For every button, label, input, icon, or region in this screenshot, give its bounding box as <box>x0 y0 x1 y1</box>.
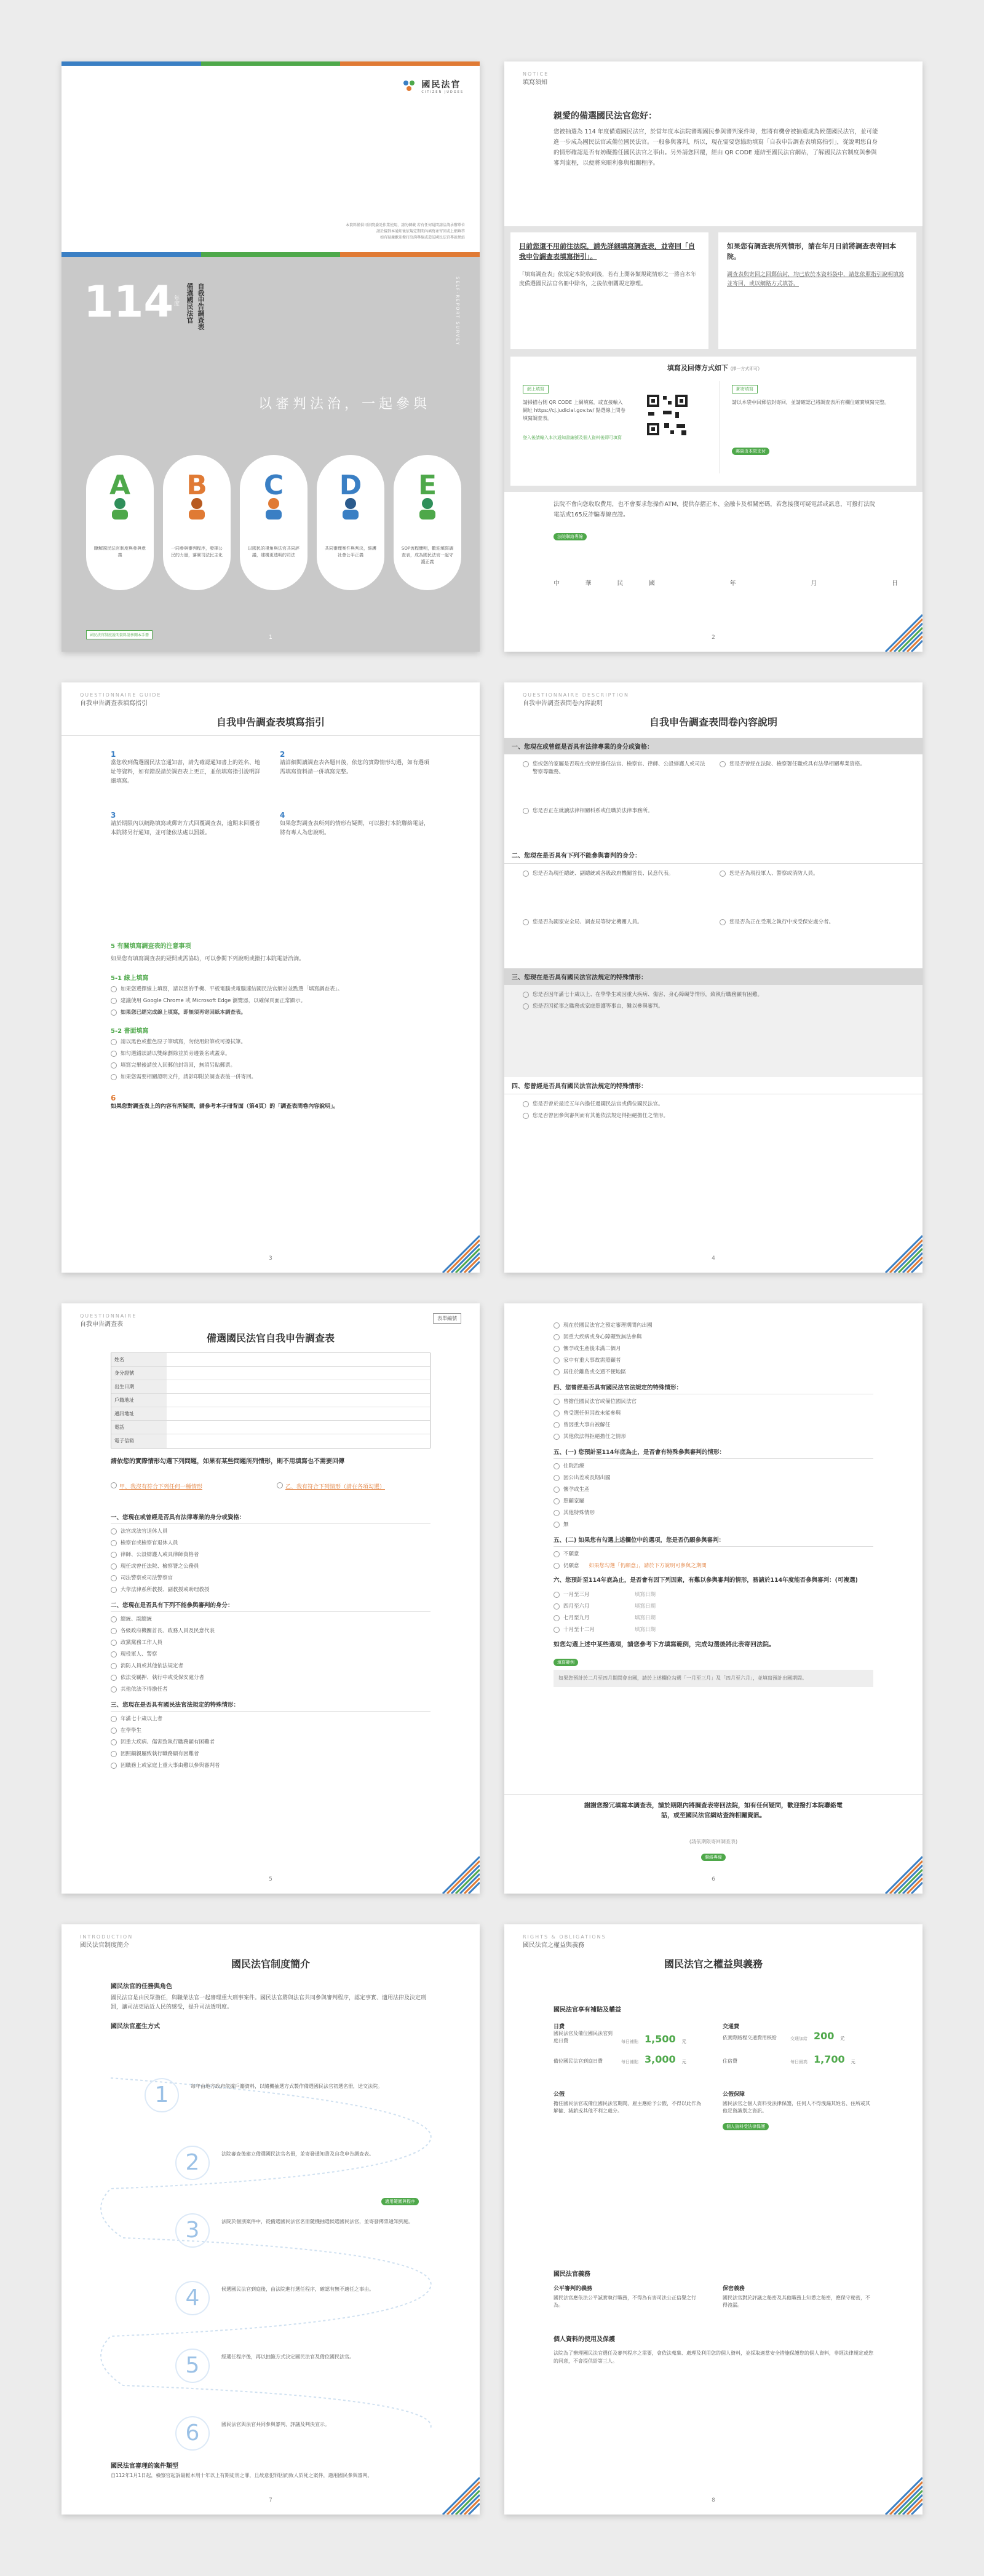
form-label: 姓名 <box>111 1353 167 1366</box>
logo-icon <box>400 77 418 95</box>
pill-letter: E <box>418 470 437 501</box>
corner-stripes <box>879 609 922 652</box>
step-number: 3 <box>111 811 116 820</box>
page-title: 國民法官制度簡介 <box>231 1958 310 1970</box>
checkbox[interactable] <box>111 1663 117 1669</box>
pill-desc: 一同參與審判程序，發揮公民的力量，落實司法民主化 <box>171 546 223 558</box>
flow-curve <box>98 2066 443 2435</box>
s52-item: 如勾選錯誤請以雙線劃除並於旁邊簽名或蓋章。 <box>111 1050 430 1058</box>
question-title: 二、您現在是否具有下列不能參與審判的身分： <box>111 1600 430 1612</box>
section-items: 您是否為現任總統、副總統或各級政府機關首長、民意代表。 您是否為現役軍人、警察或消防人員。 您是否為國家安全局、調查局等特定機關人員。 您是否為正在受刑之執行中或受保安處分者。 <box>504 864 922 968</box>
checkbox[interactable] <box>111 1563 117 1570</box>
checkbox[interactable] <box>111 1686 117 1693</box>
s52-item: 請以黑色或藍色原子筆填寫，勿使用鉛筆或可擦拭筆。 <box>111 1038 430 1046</box>
step-text: 當您收到備選國民法官通知書，請先確認通知書上的姓名、地址等資料，如有錯誤請於調查表上更正，並依填寫指引說明詳細填寫。 <box>111 760 261 784</box>
right-box <box>718 232 916 349</box>
checkbox[interactable] <box>111 1628 117 1634</box>
page-title: 自我申告調查表填寫指引 <box>216 716 325 728</box>
step-circle: 3 <box>175 2213 210 2248</box>
instruction: 請依您的實際情形勾選下列問題，如果有某些問題所列情形，則不用填寫也不需要回傳 <box>111 1458 344 1465</box>
note-left: 甲、我沒有符合下列任何一種情形 <box>111 1482 264 1491</box>
page-notice <box>504 61 922 652</box>
page-number: 8 <box>712 2497 715 2503</box>
address-field[interactable] <box>167 1394 430 1407</box>
bullet-icon <box>523 919 529 925</box>
bullet-icon <box>523 808 529 814</box>
desc-sections <box>504 738 922 1130</box>
step-circle: 2 <box>175 2146 210 2180</box>
bullet-icon <box>720 871 726 877</box>
step-text: 法院於個別案件中，從備選國民法官名冊隨機抽選候選國民法官，並寄發傳票通知到庭。 <box>221 2219 413 2224</box>
divider <box>62 735 480 736</box>
date-label: 國 <box>648 580 655 587</box>
checkbox[interactable] <box>554 1563 560 1569</box>
step-number: 2 <box>280 750 285 759</box>
protect-tag: 個人資料受法律保護 <box>723 2123 769 2130</box>
duty-title: 國民法官義務 <box>554 2271 590 2278</box>
step-text: 請於期限內以網路填寫或郵寄方式回覆調查表，逾期未回覆者本院將另行通知，並可能依法處以罰鍰。 <box>111 821 261 836</box>
pill-desc: SOP流程簡明，歡迎填寫調查表，成為國民法官一起守護正義 <box>401 546 454 564</box>
corner-stripes <box>879 1230 922 1273</box>
duty-section <box>554 2269 873 2365</box>
bullet-icon <box>111 986 117 992</box>
step-text: 經選任程序後，再以抽籤方式決定國民法官及備位國民法官。 <box>221 2354 354 2360</box>
section-en: QUESTIONNAIRE <box>80 1313 137 1319</box>
page-header <box>80 692 161 707</box>
intro-text: 您被抽選為 114 年度備選國民法官，於當年度本法院審理國民參與審判案件時，您將有機會被抽選成為候選國民法官，並可能進一步成為國民法官或備位國民法官。一般參與審判，所以，現在需要您協助填寫「自我申告調查表填寫指引」，從說明您自身的情形確認是否有妨礙擔任國民法官之事由。另外請您回覆，經由 QR CODE 連結至國民法官網站，了解國民法官制度與參與審判流程，以便將來順利參與相關程序。 <box>554 128 878 167</box>
pill-b <box>163 455 231 590</box>
form-label: 電話 <box>111 1421 167 1434</box>
right-box-text: 調查表與寄回之回郵信封，均已放於本資料袋中，請您依照指引說明填寫並寄回，或以網路方式填答。 <box>727 272 905 287</box>
cover-note: 國民法官制度說明資料請參閱本手冊 <box>86 630 153 639</box>
question-title: 一、您現在或曾經是否具有法律專業的身分或資格： <box>111 1512 430 1524</box>
page-header <box>523 692 629 707</box>
checkbox[interactable] <box>554 1422 560 1428</box>
side-title: 備選國民法官 <box>186 283 194 323</box>
question-title: 六、您預計至114年底為止，是否會有因下列因素，有難以參與審判的情形，務請於114年度能否參與審判：(可複選) <box>554 1577 858 1584</box>
checkbox[interactable] <box>111 1728 117 1734</box>
phone-field[interactable] <box>167 1421 430 1434</box>
checkbox[interactable] <box>111 1540 117 1546</box>
question-title: 五、(二) 如果您有勾選上述欄位中的選項，您是否仍願參與審判： <box>554 1535 873 1547</box>
leave-title: 公假 <box>554 2092 565 2098</box>
section-title: 三、您現在是否具有國民法官法規定的特殊情形： <box>504 968 922 985</box>
bullet-icon <box>111 1062 117 1069</box>
section-en: RIGHTS & OBLIGATIONS <box>523 1934 606 1940</box>
checkbox[interactable] <box>554 1357 560 1364</box>
step-text: 請詳細閱讀調查表各題目後，依您的實際情形勾選，如有選項需填寫資料請一併填寫完整。 <box>280 760 430 775</box>
task-text: 國民法官是由民眾擔任，與職業法官一起審理重大刑事案件。國民法官將與法官共同參與審判程序，認定事實、適用法律及決定刑罰，讓司法更貼近人民的感受，提升司法透明度。 <box>111 1995 427 2010</box>
bullet-icon <box>523 1113 529 1119</box>
checkbox[interactable] <box>554 1487 560 1493</box>
step-number: 4 <box>280 811 285 820</box>
online-text: 請掃描右側 QR CODE 上網填寫，或直接輸入網址 https://cj.judicial.gov.tw/ 點選線上問卷填寫調查表。 <box>523 400 625 421</box>
form-label: 身分證號 <box>111 1367 167 1380</box>
section-zh: 國民法官之權益與義務 <box>523 1942 584 1949</box>
section-title: 二、您現在是否具有下列不能參與審判的身分： <box>504 847 922 864</box>
checkbox[interactable] <box>554 1434 560 1440</box>
right-item: 備位國民法官到庭日費 每日補貼 3,000 元 <box>554 2053 686 2065</box>
step-number: 1 <box>111 750 116 759</box>
mail-tag: 郵資由本院支付 <box>732 448 769 455</box>
page-questionnaire-2 <box>504 1303 922 1894</box>
bullet-icon <box>111 1009 117 1016</box>
mail-section <box>732 381 904 455</box>
case-section <box>111 2460 430 2479</box>
checkbox[interactable] <box>554 1475 560 1481</box>
step-circle: 1 <box>145 2078 179 2112</box>
checkbox[interactable] <box>277 1482 283 1488</box>
checkbox[interactable] <box>111 1575 117 1581</box>
page-cover <box>62 61 480 652</box>
section-en: QUESTIONNAIRE GUIDE <box>80 692 162 698</box>
question-title: 三、您現在是否具有國民法官法規定的特殊情形： <box>111 1700 430 1712</box>
pill-a <box>86 455 154 590</box>
date-label: 中 <box>554 580 560 587</box>
method-title <box>510 363 916 373</box>
left-box <box>510 232 708 349</box>
bullet-icon <box>111 1074 117 1080</box>
page-title: 備選國民法官自我申告調查表 <box>206 1332 335 1344</box>
mail-text: 請以本袋中回郵信封寄回，並請確認已將調查表所有欄位確實填寫完整。 <box>732 400 889 405</box>
checkbox[interactable] <box>554 1615 560 1621</box>
cover-info <box>346 223 465 241</box>
checkbox[interactable] <box>111 1640 117 1646</box>
page-intro <box>62 1924 480 2515</box>
bullet-icon <box>523 992 529 998</box>
section-zh: 填寫須知 <box>523 79 547 86</box>
closing-text: 謝謝您撥冗填寫本調查表，請於期限內將調查表寄回法院，如有任何疑問，歡迎撥打本院聯絡電話，或至國民法官網站查詢相關資訊。 <box>584 1803 843 1819</box>
corner-stripes <box>879 1851 922 1894</box>
online-label: 網上填寫 <box>523 385 549 393</box>
slogan: 以審判法治，一起參與 <box>258 397 431 412</box>
page-number: 5 <box>269 1876 272 1883</box>
question-title: 四、您曾經是否具有國民法官法規定的特殊情形： <box>554 1383 873 1394</box>
page-header <box>80 1934 133 1949</box>
page-number: 2 <box>712 634 715 641</box>
section-title: 一、您現在或曾經是否具有法律專業的身分或資格： <box>504 738 922 754</box>
step-text: 如果您對調查表所列的情形有疑問，可以撥打本院聯絡電話，將有專人為您說明。 <box>280 821 430 836</box>
bullet-icon <box>111 1039 117 1045</box>
side-title-2: 自我申告調查表 <box>197 283 205 330</box>
method-box <box>510 357 916 486</box>
section-items: 您是否因年滿七十歲以上、在學學生或因重大疾病、傷害、身心障礙等情形，致執行職務顯有困難。 您是否因從事之職務或家庭照護等事由，難以參與審判。 <box>504 985 922 1077</box>
page-title: 國民法官之權益與義務 <box>664 1958 763 1970</box>
step-tag: 適用範圍與程序 <box>381 2198 419 2205</box>
corner-stripes <box>437 2471 480 2515</box>
date-label: 年 <box>729 580 736 587</box>
section-items: 您是否曾於最近五年內擔任過國民法官或備位國民法官。 您是否曾因參與審判而有其他依法規定得拒絕擔任之情形。 <box>504 1094 922 1130</box>
left-box-text: 「填寫調查表」依規定本院收到後，若有上開各類規範情形之一將自本年度備選國民法官名冊中除名，之後依相關規定辦理。 <box>519 272 697 287</box>
step-circle: 6 <box>175 2416 210 2451</box>
notes-section: 5 有關填寫調查表的注意事項 如果您有填寫調查表的疑問或需協助，可以參閱下列說明或撥打本院電話洽詢。 5-1 線上填寫 如果您選擇線上填寫，請以您的手機、平板電腦或電腦連結國民法官網站並點選「填寫調查表」。 建議使用 Google Chrome 或 Microsoft Edge 瀏覽器，以確保頁面正常顯示。 如果您已經完成線上填寫，即無須再寄回紙本調查表。 5-2 書面填寫 請以黑色或藍色原子筆填寫，勿使用鉛筆或可擦拭筆。 如勾選錯誤請以雙線劃除並於旁邊簽名或蓋章。 填寫完畢後請放入回郵信封寄回，無須另貼郵票。 如果您需要相關證明文件，請影印附於調查表後一併寄回。 6 如果您對調查表上的內容有所疑問，請參考本手冊背面（第4頁）的「調查表問卷內容說明」。 <box>111 941 430 1112</box>
checkbox[interactable] <box>111 1716 117 1722</box>
pill-c <box>240 455 308 590</box>
checkbox[interactable] <box>111 1616 117 1622</box>
step-item <box>280 750 430 786</box>
amount: 1,700 <box>814 2053 845 2065</box>
section-en: INTRODUCTION <box>80 1934 133 1940</box>
contact-tag[interactable]: 法院聯絡專線 <box>554 533 587 540</box>
q6-note: 如您勾選上述中某些選項，請您參考下方填寫範例，完成勾選後將此表寄回法院。 <box>554 1642 775 1648</box>
pill-d <box>317 455 384 590</box>
date-line <box>554 578 898 587</box>
pill-desc: 瞭解國民法官制度與參與意義 <box>94 546 146 558</box>
step-item <box>111 811 261 838</box>
section-zh: 自我申告調查表問卷內容說明 <box>523 700 603 707</box>
questions-cont: 現在於國民法官之預定審理期間內出國 因重大疾病或身心障礙致無法參與 懷孕或生產後未滿二個月 家中有重大事故需照顧者 居住於離島或交通不便地區 四、您曾經是否具有國民法官法規定的特殊情形： 曾擔任國民法官或備位國民法官 曾受選任但因故未能參與 曾因重大事由被解任 其他依法得拒絕擔任之情形 五、(一) 您預計至114年底為止，是否會有特殊參與審判的情形： 住院治療 因公出差或長期出國 懷孕或生產 照顧家屬 其他特殊情形 無 五、(二) 如果您有勾選上述欄位中的選項，您是否仍願參與審判： 不願意 仍願意 如果您勾選「仍願意」，請於下方說明可參與之期間 六、您預計至114年底為止，是否會有因下列因素，有難以參與審判的情形，務請於114年度能否參與審判：(可複選) 一月至三月 填寫日期 四月至六月 填寫日期 七月至九月 填寫日期 十月至十二月 填寫日期 如您勾選上述中某些選項，請您參考下方填寫範例，完成勾選後將此表寄回法院。 填寫範例 如果您預計於二月至四月期間會出國，請於上述欄位勾選「一月至三月」及「四月至六月」，並填寫預計出國期間。 <box>554 1322 873 1687</box>
left-box-title: 目前您還不用前往法院，請先詳細填寫調查表，並寄回「自我申告調查表填寫指引」。 <box>519 242 695 261</box>
example-tag: 填寫範例 <box>554 1659 578 1666</box>
step-text: 法院審查後建立備選國民法官名冊，並寄發通知書及自我申告調查表。 <box>221 2151 374 2157</box>
divider <box>504 1794 922 1795</box>
section-zh: 國民法官制度簡介 <box>80 1942 129 1949</box>
form-label: 戶籍地址 <box>111 1394 167 1407</box>
info-line: 本資料僅供司法院委託作業使用，請勿轉載 若有任何疑問請洽詢承辦單位 <box>346 223 465 227</box>
page-description <box>504 682 922 1273</box>
mail-address-field[interactable] <box>167 1407 430 1420</box>
s52-title: 5-2 書面填寫 <box>111 1028 149 1035</box>
email-field[interactable] <box>167 1434 430 1448</box>
note-right: 乙、我有符合下列情形（請在各項勾選） <box>277 1482 430 1491</box>
color-bar-2 <box>62 252 480 257</box>
checkbox[interactable] <box>111 1587 117 1593</box>
page-number: 3 <box>269 1255 272 1262</box>
form-label: 電子信箱 <box>111 1434 167 1448</box>
page-rights <box>504 1924 922 2515</box>
corner-stripes <box>879 2471 922 2515</box>
checkbox[interactable] <box>111 1552 117 1558</box>
bottom-note: 如果您對調查表上的內容有所疑問，請參考本手冊背面（第4頁）的「調查表問卷內容說明」。 <box>111 1104 339 1110</box>
step-circle: 4 <box>175 2281 210 2315</box>
color-bar <box>62 61 480 66</box>
greeting: 親愛的備選國民法官您好： <box>554 111 657 121</box>
page-title: 自我申告調查表問卷內容說明 <box>649 716 777 728</box>
protect-text: 國民法官之個人資料受法律保護，任何人不得洩漏其姓名、住所或其他足資識別之資訊。 <box>723 2101 870 2114</box>
case-text: 自112年1月1日起，檢察官起訴最輕本刑十年以上有期徒刑之罪，且故意犯罪因而致人於死之案件，適用國民參與審判。 <box>111 2473 373 2478</box>
step-text: 候選國民法官到庭後，由法院進行選任程序，確認有無不適任之事由。 <box>221 2286 374 2292</box>
id-field[interactable] <box>167 1367 430 1380</box>
personal-info-table <box>111 1353 430 1448</box>
leave-text: 擔任國民法官或備位國民法官期間，雇主應給予公假，不得以此作為解僱、減薪或其他不利之處分。 <box>554 2101 701 2114</box>
info-line: 請於接到本通知後依規定期間內填寫並寄回或上網填答 <box>376 229 465 234</box>
checkbox[interactable] <box>554 1522 560 1528</box>
pill-letter: A <box>109 470 131 501</box>
page-number: 4 <box>712 1255 715 1262</box>
logo-en: CITIZEN JUDGES <box>421 90 464 94</box>
checkbox[interactable] <box>554 1627 560 1633</box>
checkbox[interactable] <box>554 1510 560 1516</box>
corner-stripes <box>437 1851 480 1894</box>
right-item: 日費 國民法官及備位國民法官到庭日費 每日補貼 1,500 元 <box>554 2024 686 2045</box>
checkbox[interactable] <box>554 1551 560 1557</box>
checkbox[interactable] <box>111 1482 117 1488</box>
checkbox[interactable] <box>111 1739 117 1745</box>
example-box: 如果您預計於二月至四月期間會出國，請於上述欄位勾選「一月至三月」及「四月至六月」，並填寫預計出國期間。 <box>554 1670 873 1687</box>
form-label: 出生日期 <box>111 1380 167 1393</box>
year-suffix: 年度 <box>173 295 179 306</box>
checkbox[interactable] <box>554 1410 560 1416</box>
checkbox[interactable] <box>111 1528 117 1535</box>
bullet-icon <box>111 998 117 1004</box>
pill-letter: B <box>186 470 207 501</box>
corner-stripes <box>437 1230 480 1273</box>
task-title: 國民法官的任務與角色 <box>111 1983 172 1990</box>
checkbox[interactable] <box>111 1675 117 1681</box>
steps-grid <box>111 750 430 838</box>
closing-tag[interactable]: 聯絡專線 <box>701 1854 726 1861</box>
rights-title: 國民法官享有補貼及權益 <box>554 2007 621 2013</box>
section-zh: 自我申告調查表 <box>80 1321 123 1328</box>
page-questionnaire <box>62 1303 480 1894</box>
info-line: 如有疑義歡迎撥打洽詢專線或造訪國民法官專區網站 <box>379 235 465 240</box>
page-number: 1 <box>269 634 272 641</box>
checkbox[interactable] <box>111 1763 117 1769</box>
qr-code-icon[interactable] <box>646 393 689 437</box>
s51-item: 建議使用 Google Chrome 或 Microsoft Edge 瀏覽器，以確保頁面正常顯示。 <box>111 997 430 1005</box>
pill-letter: D <box>339 470 362 501</box>
checkbox[interactable] <box>554 1399 560 1405</box>
checkbox[interactable] <box>554 1498 560 1504</box>
checkbox[interactable] <box>554 1346 560 1352</box>
bullet-icon <box>523 1101 529 1107</box>
page-guide <box>62 682 480 1273</box>
form-code: 表單編號 <box>433 1313 461 1324</box>
checkbox[interactable] <box>554 1369 560 1375</box>
date-label: 日 <box>891 580 898 587</box>
notes-intro: 如果您有填寫調查表的疑問或需協助，可以參閱下列說明或撥打本院電話洽詢。 <box>111 956 305 962</box>
s51-item: 如果您已經完成線上填寫，即無須再寄回紙本調查表。 <box>111 1009 430 1017</box>
bullet-icon <box>523 871 529 877</box>
privacy-text: 法院為了辦理國民法官選任及審判程序之需要，會依法蒐集、處理及利用您的個人資料，並採取適當安全措施保護您的個人資料，非經法律規定或您的同意，不會提供給第三人。 <box>554 2350 873 2364</box>
page-header <box>523 1934 606 1949</box>
side-en: SELF-REPORT SURVEY <box>455 277 460 346</box>
pill-e <box>394 455 461 590</box>
amount: 200 <box>814 2030 835 2042</box>
privacy-title: 個人資料的使用及保護 <box>554 2336 615 2343</box>
page-header <box>80 1313 137 1328</box>
mail-label: 郵寄填寫 <box>732 385 758 393</box>
method-title-text: 填寫及回傳方式如下 <box>667 364 728 372</box>
checkbox[interactable] <box>111 1751 117 1757</box>
section-title: 四、您曾經是否具有國民法官法規定的特殊情形： <box>504 1077 922 1094</box>
rights-section <box>554 2004 873 2130</box>
online-note: 登入後請輸入本次通知書編號及個人資料後即可填寫 <box>523 435 622 440</box>
step-item <box>111 750 261 786</box>
section-en: NOTICE <box>523 71 549 77</box>
amount: 1,500 <box>645 2033 676 2045</box>
select-title: 國民法官產生方式 <box>111 2023 160 2030</box>
right-box-title: 如果您有調查表所列情形，請在年月日前將調查表寄回本院。 <box>727 242 896 261</box>
section-zh: 自我申告調查表填寫指引 <box>80 700 148 707</box>
form-label: 通訊地址 <box>111 1407 167 1420</box>
method-note: (擇一方式即可) <box>730 366 760 371</box>
date-label: 民 <box>617 580 624 587</box>
page-number: 6 <box>712 1876 715 1883</box>
protect-title: 公假保障 <box>723 2092 745 2098</box>
checkbox[interactable] <box>554 1334 560 1340</box>
year-number: 114 <box>84 277 174 327</box>
logo <box>400 77 464 95</box>
page-number: 7 <box>269 2497 272 2503</box>
bullet-icon <box>111 1051 117 1057</box>
duty-grid: 公平審判的義務 國民法官應依法公平誠實執行職務，不得為有害司法公正信譽之行為。 保密義務 國民法官對於評議之秘密及其他職務上知悉之秘密，應保守秘密，不得洩漏。 <box>554 2286 870 2308</box>
pill-letter: C <box>263 470 284 501</box>
section-en: QUESTIONNAIRE DESCRIPTION <box>523 692 629 698</box>
step-text: 每年由地方政府依據戶籍資料，以隨機抽選方式製作備選國民法官初選名冊，送交法院。 <box>191 2084 383 2089</box>
bullet-icon <box>523 761 529 767</box>
checkbox[interactable] <box>554 1592 560 1598</box>
case-title: 國民法官審理的案件類型 <box>111 2463 178 2470</box>
step-text: 國民法官與法官共同參與審判、評議及判決宣示。 <box>221 2422 330 2427</box>
page-header <box>523 71 549 86</box>
task-section <box>111 1981 430 2030</box>
checkbox[interactable] <box>554 1463 560 1469</box>
question-title: 五、(一) 您預計至114年底為止，是否會有特殊參與審判的情形： <box>554 1447 873 1459</box>
footer-text: 法院不會向您收取費用，也不會要求您操作ATM，提供存摺正本、金融卡及相關密碼，若您接獲可疑電話或訊息，可撥打法院電話或165反詐騙專線查證。 <box>554 501 876 518</box>
rights-grid <box>554 2022 873 2065</box>
bullet-icon <box>720 761 726 767</box>
step-item <box>280 811 430 838</box>
questions: 一、您現在或曾經是否具有法律專業的身分或資格： 法官或法官退休人員 檢察官或檢察官退休人員 律師、公設辯護人或具律師資格者 現任或曾任法院、檢察署之公務員 司法警察或司法警察官 大學法律系所教授、副教授或助理教授 二、您現在是否具有下列不能參與審判的身分： 總統、副總統 各級政府機關首長、政務人員及民意代表 政黨黨務工作人員 現役軍人、警察 消防人員或其他依法規定者 依法受羈押、執行中或受保安處分者 其他依法不得擔任者 三、您現在是否具有國民法官法規定的特殊情形： 年滿七十歲以上者 在學學生 因重大疾病、傷害致執行職務顯有困難者 因照顧親屬致執行職務顯有困難者 因職務上或家庭上重大事由難以參與審判者 <box>111 1512 430 1774</box>
s51-item: 如果您選擇線上填寫，請以您的手機、平板電腦或電腦連結國民法官網站並點選「填寫調查表」。 <box>111 986 430 994</box>
name-field[interactable] <box>167 1353 430 1366</box>
leave-grid <box>554 2090 873 2130</box>
checkbox[interactable] <box>554 1603 560 1610</box>
amount: 3,000 <box>645 2053 676 2065</box>
s52-item: 如果您需要相關證明文件，請影印附於調查表後一併寄回。 <box>111 1073 430 1081</box>
section-items: 您或您的家屬是否現在或曾經擔任法官、檢察官、律師、公設辯護人或司法警察等職務。 您是否曾經在法院、檢察署任職或具有法學相關專業資格。 您是否正在就讀法律相關科系或任職於法律事務所。 <box>504 754 922 847</box>
s52-item: 填寫完畢後請放入回郵信封寄回，無須另貼郵票。 <box>111 1062 430 1070</box>
bullet-icon <box>720 919 726 925</box>
checkbox[interactable] <box>111 1651 117 1657</box>
notes-title: 5 有關填寫調查表的注意事項 <box>111 943 191 950</box>
closing-sub: (請依期限寄回調查表) <box>689 1839 738 1844</box>
right-item: 住宿費 每日最高 1,700 元 <box>723 2053 855 2065</box>
pill-desc: 以國民的視角與法官共同評議，建構更透明的司法 <box>248 546 300 558</box>
date-label: 月 <box>811 580 817 587</box>
checkbox[interactable] <box>554 1322 560 1329</box>
pill-desc: 共同審理案件與判決，維護社會公平正義 <box>325 546 376 558</box>
step-circle: 5 <box>175 2349 210 2383</box>
bullet-icon <box>523 1003 529 1009</box>
date-label: 華 <box>585 580 592 587</box>
s51-title: 5-1 線上填寫 <box>111 975 149 982</box>
birth-field[interactable] <box>167 1380 430 1393</box>
logo-zh: 國民法官 <box>421 80 461 90</box>
right-item: 交通費 依實際路程交通費用核給 交通加給 200 元 <box>723 2024 845 2042</box>
online-section <box>523 381 701 441</box>
